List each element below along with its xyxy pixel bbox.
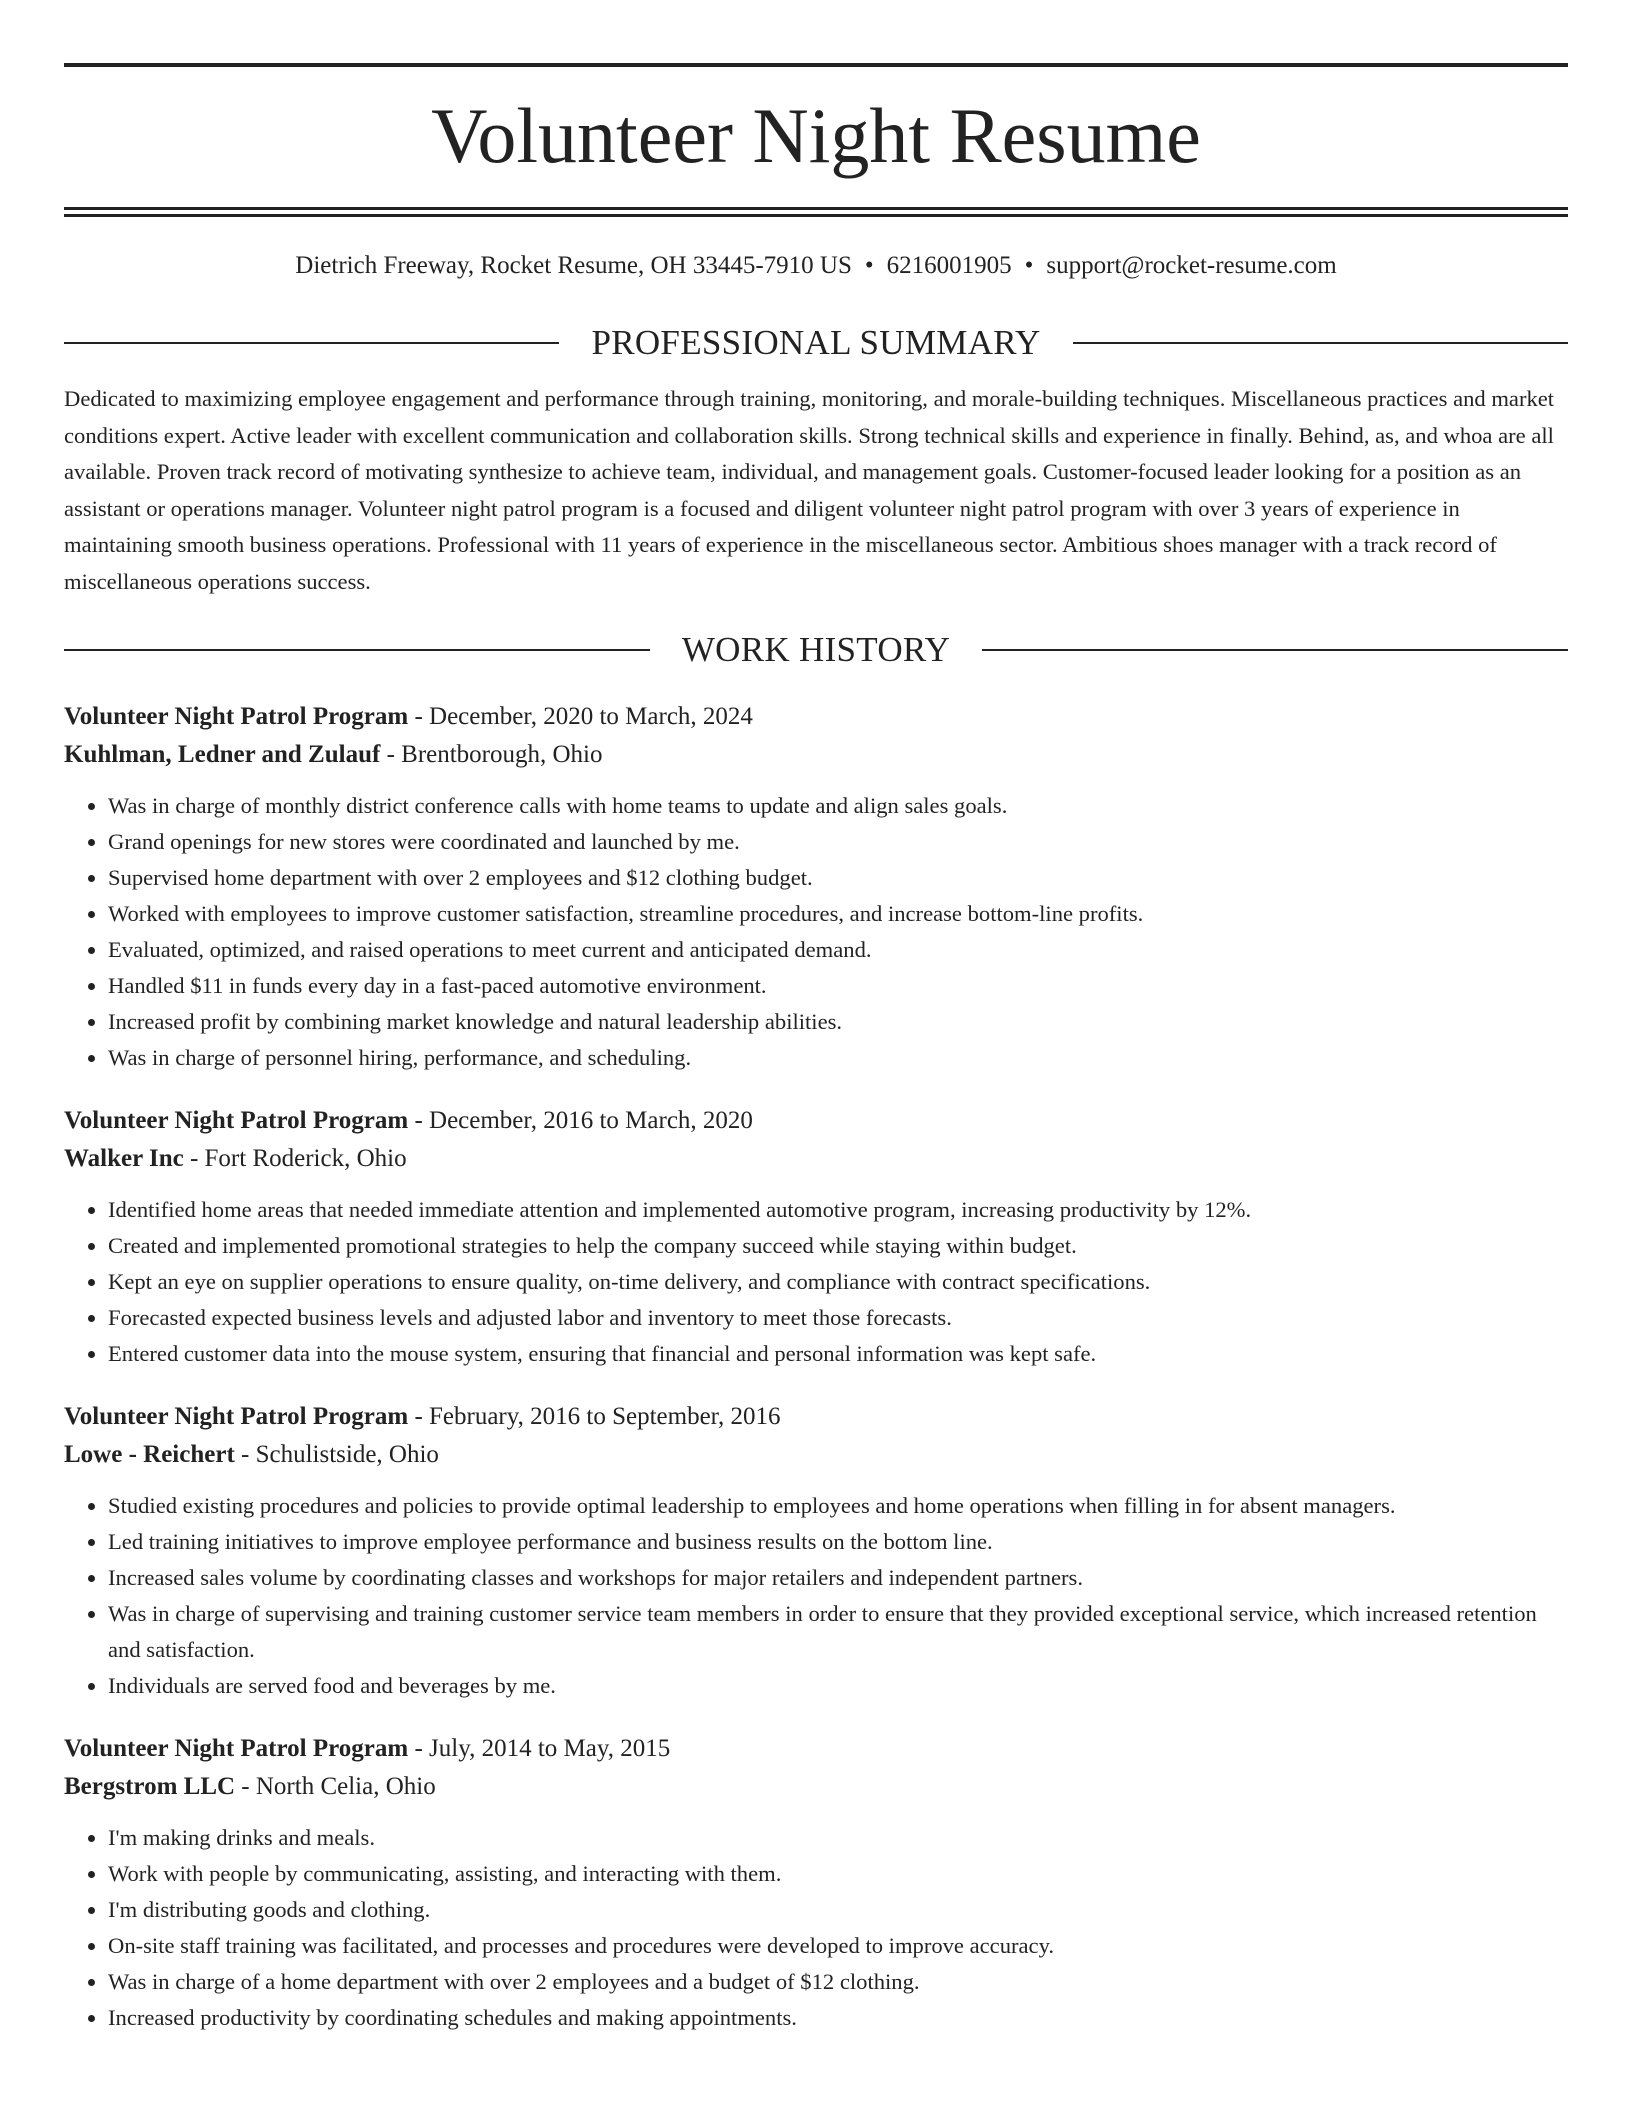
heading-rule [1073,342,1568,344]
duty-item: • I'm distributing goods and clothing. [108,1892,1568,1928]
duty-item: • Handled $11 in funds every day in a fast-paced automotive environment. [108,968,1568,1004]
contact-phone: 6216001905 [886,252,1012,279]
contact-info [64,251,1568,281]
duty-item: • Worked with employees to improve customer satisfaction, streamline procedures, and increase bottom-line profits. [108,896,1568,932]
job-entry [64,1102,1568,1372]
duty-item: • Supervised home department with over 2 employees and $12 clothing budget. [108,860,1568,896]
duty-item: • Forecasted expected business levels and adjusted labor and inventory to meet those forecasts. [108,1300,1568,1336]
job-company: Bergstrom LLC [64,1773,236,1800]
job-location: - Brentborough, Ohio [380,741,603,768]
heading-rule [64,649,650,651]
job-duties [64,1820,1568,2036]
job-duties [64,1192,1568,1372]
job-entry [64,1730,1568,2036]
job-company-line [64,736,1568,774]
duty-item: • I'm making drinks and meals. [108,1820,1568,1856]
work-heading [64,630,1568,670]
job-title: Volunteer Night Patrol Program [64,1735,409,1762]
job-location: - Fort Roderick, Ohio [183,1145,407,1172]
heading-rule [64,342,559,344]
summary-heading-label: PROFESSIONAL SUMMARY [591,323,1041,362]
job-company: Walker Inc [64,1145,184,1172]
duty-item: • Led training initiatives to improve employee performance and business results on the bottom line. [108,1524,1568,1560]
duty-item: • Entered customer data into the mouse system, ensuring that financial and personal information was kept safe. [108,1336,1568,1372]
duty-item: • Individuals are served food and beverages by me. [108,1668,1568,1704]
job-title: Volunteer Night Patrol Program [64,703,409,730]
job-title: Volunteer Night Patrol Program [64,1107,409,1134]
job-duties [64,1488,1568,1704]
duty-item: • Was in charge of supervising and training customer service team members in order to ensure that they provided exceptional service, which increased retention and satisfaction. [108,1596,1568,1668]
work-heading-label: WORK HISTORY [681,630,951,669]
duty-item: • Was in charge of personnel hiring, performance, and scheduling. [108,1040,1568,1076]
duty-item: • Evaluated, optimized, and raised operations to meet current and anticipated demand. [108,932,1568,968]
duty-item: • Grand openings for new stores were coordinated and launched by me. [108,824,1568,860]
duty-item: • Increased profit by combining market knowledge and natural leadership abilities. [108,1004,1568,1040]
job-title: Volunteer Night Patrol Program [64,1403,409,1430]
duty-item: • Increased sales volume by coordinating classes and workshops for major retailers and independent partners. [108,1560,1568,1596]
job-entry [64,698,1568,1076]
contact-separator: • [1024,252,1034,279]
duty-item: • Work with people by communicating, assisting, and interacting with them. [108,1856,1568,1892]
contact-address: Dietrich Freeway, Rocket Resume, OH 33445-7910 US [295,252,852,279]
job-location: - Schulistside, Ohio [234,1441,439,1468]
duty-item: • Increased productivity by coordinating schedules and making appointments. [108,2000,1568,2036]
job-company-line [64,1768,1568,1806]
heading-rule [982,649,1568,651]
job-title-line [64,1102,1568,1140]
job-entry [64,1398,1568,1704]
job-company-line [64,1140,1568,1178]
duty-item: • Studied existing procedures and policies to provide optimal leadership to employees and home operations when filling in for absent managers. [108,1488,1568,1524]
contact-separator: • [864,252,874,279]
job-title-line [64,1730,1568,1768]
job-dates: - July, 2014 to May, 2015 [408,1735,671,1762]
summary-heading [64,323,1568,363]
duty-item: • Was in charge of monthly district conference calls with home teams to update and align sales goals. [108,788,1568,824]
job-title-line [64,1398,1568,1436]
work-history-list [64,698,1568,2036]
job-title-line [64,698,1568,736]
job-duties [64,788,1568,1076]
job-company: Kuhlman, Ledner and Zulauf [64,741,381,768]
job-company-line [64,1436,1568,1474]
job-location: - North Celia, Ohio [235,1773,436,1800]
duty-item: • Identified home areas that needed immediate attention and implemented automotive program, increasing productivity by 12%. [108,1192,1568,1228]
duty-item: • Created and implemented promotional strategies to help the company succeed while staying within budget. [108,1228,1568,1264]
job-dates: - December, 2016 to March, 2020 [408,1107,753,1134]
summary-text: Dedicated to maximizing employee engagement and performance through training, monitoring, and morale-building techniques. Miscellaneous practices and market conditions expert. Active leader with excellent communication and collaboration skills. Strong technical skills and experience in finally. Behind, as, and whoa are all available. Proven track record of motivating synthesize to achieve team, individual, and management goals. Customer-focused leader looking for a position as an assistant or operations manager. Volunteer night patrol program is a focused and diligent volunteer night patrol program with over 3 years of experience in maintaining smooth business operations. Professional with 11 years of experience in the miscellaneous sector. Ambitious shoes manager with a track record of miscellaneous operations success. [64,386,1555,594]
duty-item: • Was in charge of a home department with over 2 employees and a budget of $12 clothing. [108,1964,1568,2000]
contact-email: support@rocket-resume.com [1046,252,1337,279]
header-bottom-rule [64,207,1568,217]
duty-item: • Kept an eye on supplier operations to ensure quality, on-time delivery, and compliance with contract specifications. [108,1264,1568,1300]
page-title: Volunteer Night Resume [431,92,1201,179]
job-dates: - December, 2020 to March, 2024 [408,703,753,730]
header-top-rule [64,63,1568,67]
duty-item: • On-site staff training was facilitated, and processes and procedures were developed to improve accuracy. [108,1928,1568,1964]
job-company: Lowe - Reichert [64,1441,235,1468]
job-dates: - February, 2016 to September, 2016 [408,1403,781,1430]
resume-page [64,0,1568,2036]
